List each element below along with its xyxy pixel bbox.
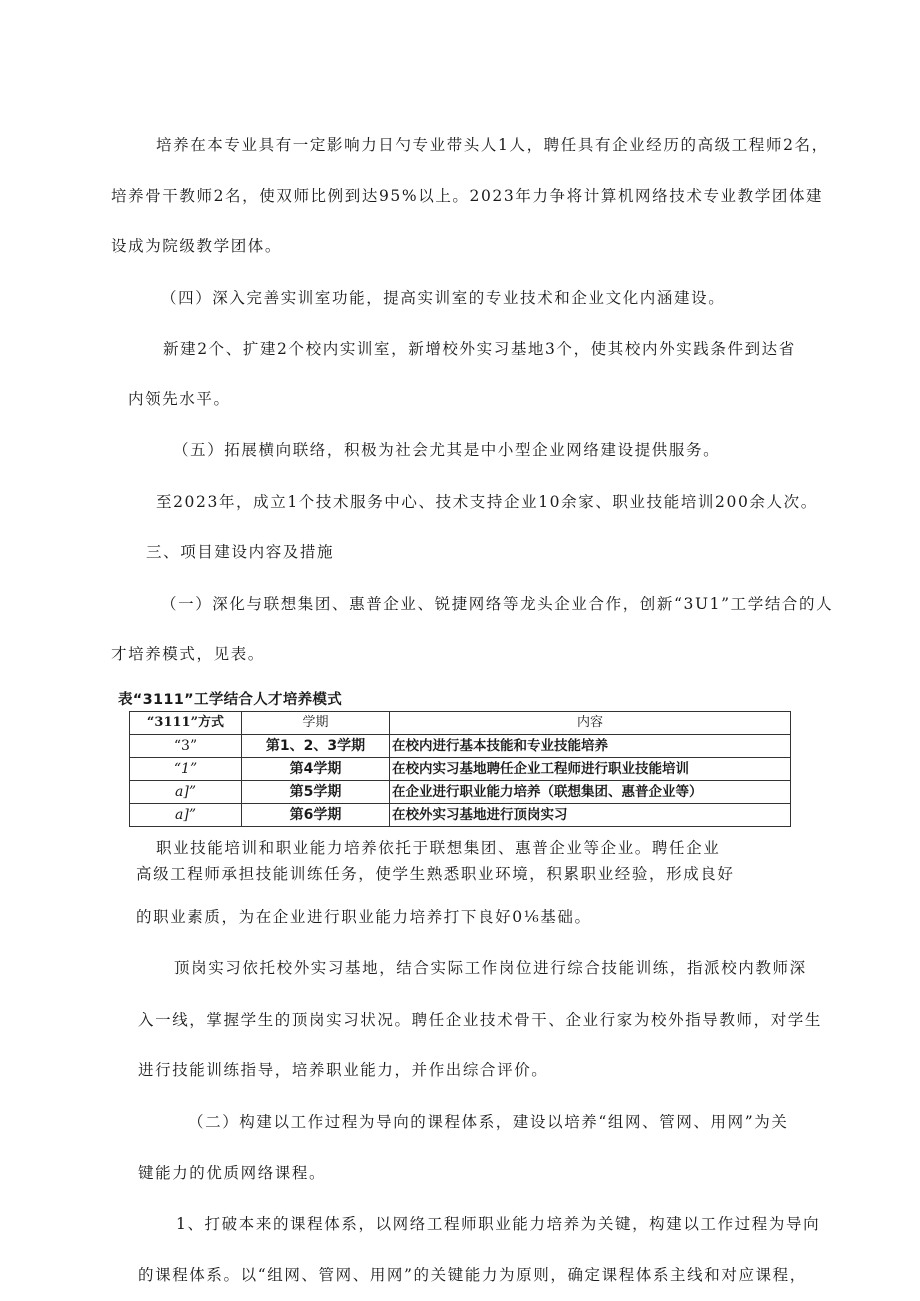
- paragraph-line: 1、打破本来的课程体系，以网络工程师职业能力培养为关键，构建以工作过程为导向: [176, 1215, 821, 1233]
- paragraph-line: 内领先水平。: [128, 390, 231, 408]
- cell-mode: a]”: [130, 781, 242, 804]
- cell-content: 在校外实习基地进行顶岗实习: [390, 804, 791, 827]
- cell-semester: 第5学期: [242, 781, 390, 804]
- table-caption: 表“3111”工学结合人才培养模式: [118, 692, 343, 708]
- section-heading-4: （四）深入完善实训室功能，提高实训室的专业技术和企业文化内涵建设。: [161, 289, 726, 307]
- paragraph-line: 进行技能训练指导，培养职业能力，并作出综合评价。: [138, 1061, 549, 1079]
- table-row: [130, 758, 791, 781]
- paragraph-line: 职业技能培训和职业能力培养依托于联想集团、惠普企业等企业。聘任企业: [156, 839, 721, 857]
- header-mode: “3111”方式: [130, 712, 242, 735]
- training-mode-table: [129, 711, 791, 827]
- paragraph-line: 才培养模式，见表。: [111, 645, 265, 663]
- cell-content: 在校内实习基地聘任企业工程师进行职业技能培训: [390, 758, 791, 781]
- chapter-heading-3: 三、项目建设内容及措施: [146, 543, 335, 561]
- cell-content: 在校内进行基本技能和专业技能培养: [390, 735, 791, 758]
- paragraph-line: 高级工程师承担技能训练任务，使学生熟悉职业环境，积累职业经验，形成良好: [136, 865, 735, 883]
- cell-mode: “1”: [130, 758, 242, 781]
- paragraph-line: 的职业素质，为在企业进行职业能力培养打下良好0⅙基础。: [136, 908, 592, 926]
- paragraph-line: 的课程体系。以“组网、管网、用网”的关键能力为原则，确定课程体系主线和对应课程，: [138, 1266, 807, 1284]
- table-row: [130, 735, 791, 758]
- paragraph-line: 至2023年，成立1个技术服务中心、技术支持企业10余家、职业技能培训200余人次。: [156, 493, 818, 511]
- paragraph-line: 顶岗实习依托校外实习基地，结合实际工作岗位进行综合技能训练，指派校内教师深: [174, 959, 807, 977]
- paragraph-line: 培养骨干教师2名，使双师比例到达95%以上。2023年力争将计算机网络技术专业教学团体建: [111, 187, 824, 205]
- section-heading-1: （一）深化与联想集团、惠普企业、锐捷网络等龙头企业合作，创新“3U1”工学结合的人: [161, 595, 834, 613]
- section-heading-2: （二）构建以工作过程为导向的课程体系，建设以培养“组网、管网、用网”为关: [188, 1113, 789, 1131]
- header-content: 内容: [390, 712, 791, 735]
- section-heading-5: （五）拓展横向联络，积极为社会尤其是中小型企业网络建设提供服务。: [173, 441, 721, 459]
- header-semester: 学期: [242, 712, 390, 735]
- cell-semester: 第4学期: [242, 758, 390, 781]
- cell-mode: “3”: [130, 735, 242, 758]
- paragraph-line: 培养在本专业具有一定影响力日勺专业带头人1人，聘任具有企业经历的高级工程师2名，: [156, 136, 829, 154]
- paragraph-line: 设成为院级教学团体。: [111, 237, 283, 255]
- cell-mode: a]”: [130, 804, 242, 827]
- cell-semester: 第1、2、3学期: [242, 735, 390, 758]
- table-row: [130, 804, 791, 827]
- cell-content: 在企业进行职业能力培养（联想集团、惠普企业等）: [390, 781, 791, 804]
- table-row: [130, 781, 791, 804]
- cell-semester: 第6学期: [242, 804, 390, 827]
- table-header-row: [130, 712, 791, 735]
- paragraph-line: 键能力的优质网络课程。: [138, 1164, 327, 1182]
- paragraph-line: 新建2个、扩建2个校内实训室，新增校外实习基地3个，使其校内外实践条件到达省: [163, 340, 796, 358]
- paragraph-line: 入一线，掌握学生的顶岗实习状况。聘任企业技术骨干、企业行家为校外指导教师，对学生: [138, 1011, 823, 1029]
